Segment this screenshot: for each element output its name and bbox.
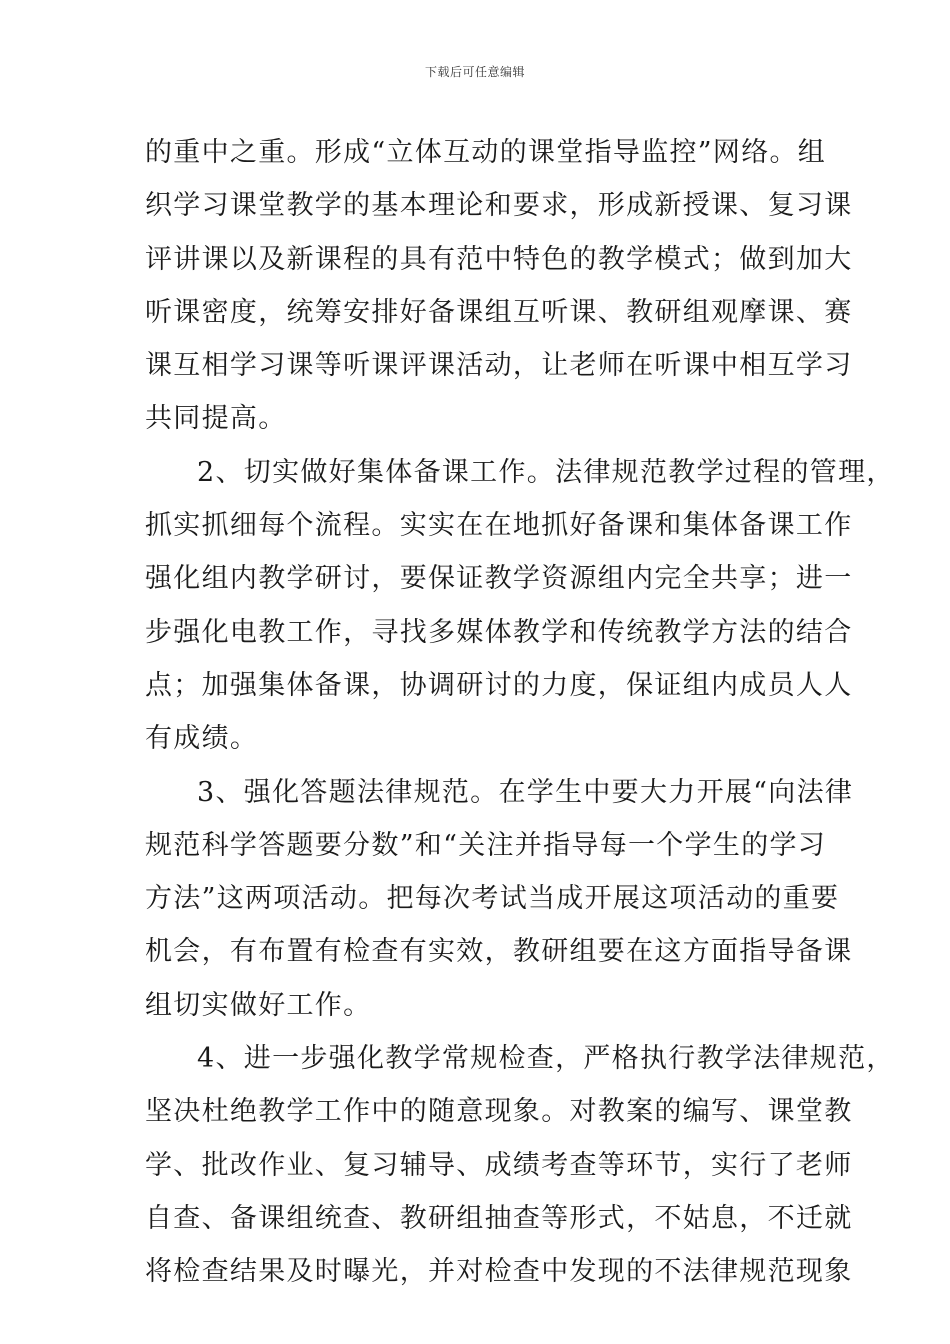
text-line: 步强化电教工作，寻找多媒体教学和传统教学方法的结合 [145, 616, 853, 648]
text-line: 机会，有布置有检查有实效，教研组要在这方面指导备课 [145, 936, 853, 968]
text-line: 抓实抓细每个流程。实实在在地抓好备课和集体备课工作 [145, 510, 853, 542]
text-line: 织学习课堂教学的基本理论和要求，形成新授课、复习课 [145, 190, 853, 222]
text-line: 组切实做好工作。 [145, 989, 372, 1021]
page-header: 下载后可任意编辑 [424, 65, 525, 79]
paragraph-2-start: 2、切实做好集体备课工作。法律规范教学过程的管理， [197, 456, 895, 488]
text-line: 有成绩。 [145, 723, 259, 755]
text-line: 共同提高。 [145, 403, 287, 435]
paragraph-4-start: 4、进一步强化教学常规检查，严格执行教学法律规范， [197, 1043, 895, 1075]
text-line: 学、批改作业、复习辅导、成绩考查等环节，实行了老师 [145, 1149, 853, 1181]
text-line: 点；加强集体备课，协调研讨的力度，保证组内成员人人 [145, 669, 853, 701]
text-line: 方法”这两项活动。把每次考试当成开展这项活动的重要 [145, 883, 840, 915]
text-line: 听课密度，统筹安排好备课组互听课、教研组观摩课、赛 [145, 296, 853, 328]
text-line: 将检查结果及时曝光，并对检查中发现的不法律规范现象 [145, 1256, 853, 1288]
text-line: 的重中之重。形成“立体互动的课堂指导监控”网络。组 [145, 137, 827, 168]
paragraph-3-start: 3、强化答题法律规范。在学生中要大力开展“向法律 [197, 776, 854, 808]
text-line: 评讲课以及新课程的具有范中特色的教学模式；做到加大 [145, 243, 853, 275]
document-body [145, 126, 895, 1299]
text-line: 课互相学习课等听课评课活动，让老师在听课中相互学习 [145, 350, 853, 382]
text-line: 强化组内教学研讨，要保证教学资源组内完全共享；进一 [145, 563, 853, 595]
text-line: 坚决杜绝教学工作中的随意现象。对教案的编写、课堂教 [145, 1096, 853, 1128]
text-line: 自查、备课组统查、教研组抽查等形式，不姑息，不迁就 [145, 1202, 853, 1234]
text-line: 规范科学答题要分数”和“关注并指导每一个学生的学习 [145, 829, 827, 861]
